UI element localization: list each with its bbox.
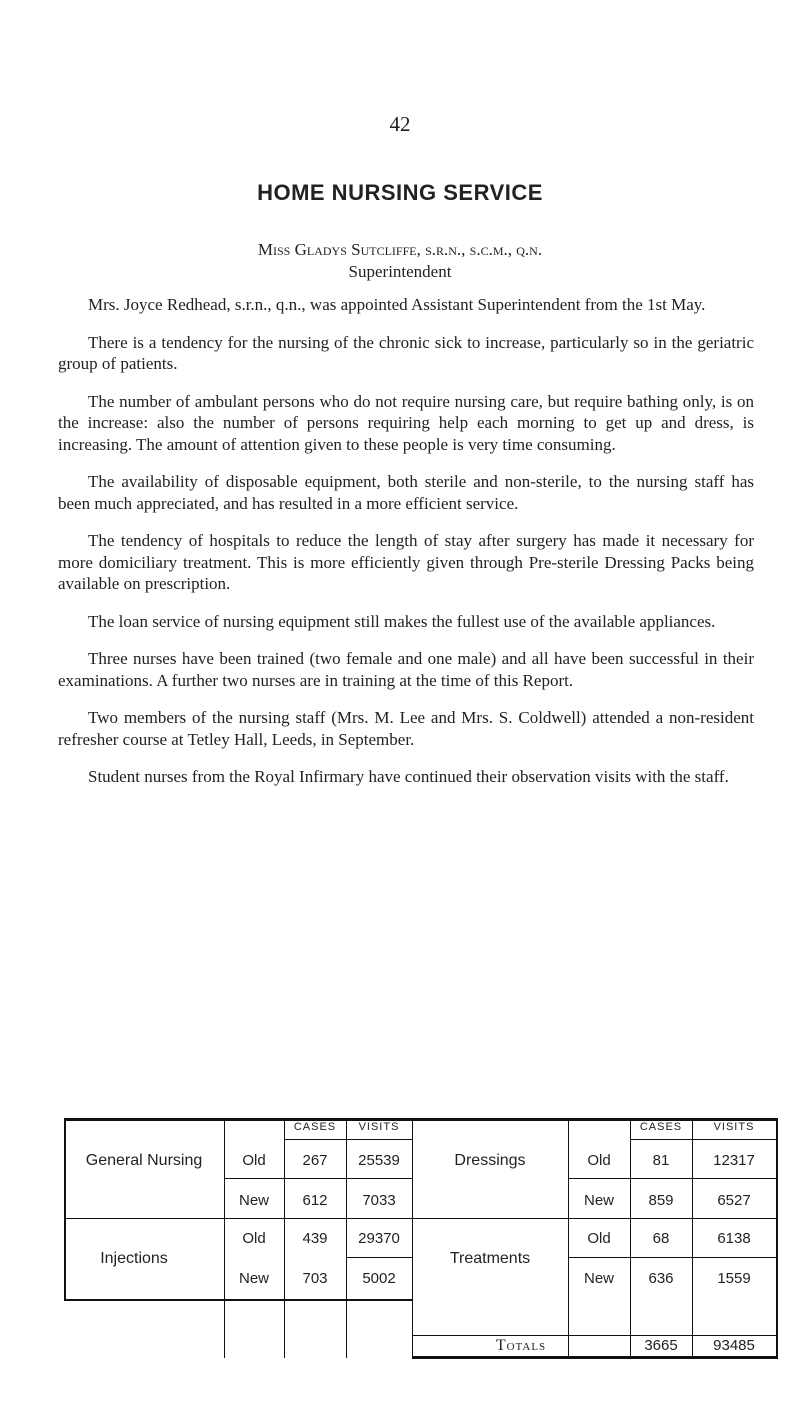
paragraph: Student nurses from the Royal Infirmary have continued their observation visits with the staff. (88, 767, 729, 786)
value-cases: 703 (302, 1270, 328, 1287)
subrow-label: Old (242, 1230, 266, 1247)
value-visits: 25539 (358, 1152, 400, 1169)
value-visits: 5002 (362, 1270, 396, 1287)
superintendent-name: Miss Gladys Sutcliffe, s.r.n., s.c.m., q.n. (257, 240, 543, 259)
row-rule (346, 1257, 412, 1258)
page-number: 42 (389, 112, 411, 136)
value-cases: 439 (302, 1230, 328, 1247)
value-cases: 81 (652, 1152, 670, 1169)
paragraph: The availability of disposable equipment, both sterile and non-sterile, to the nursing staff has been much appreciated, and has resulted in a more efficient service. (58, 472, 754, 513)
subrow-label: Old (587, 1152, 611, 1169)
header-rule (284, 1139, 412, 1140)
row-rule (64, 1218, 412, 1219)
subrow-label: New (583, 1270, 614, 1287)
paragraph: Three nurses have been trained (two female and one male) and all have been successful in their examinations. A further two nurses are in training at the time of this Report. (58, 649, 754, 690)
header-visits: VISITS (713, 1121, 755, 1133)
paragraph: Mrs. Joyce Redhead, s.r.n., q.n., was appointed Assistant Superintendent from the 1st May. (88, 295, 706, 314)
value-visits: 12317 (713, 1152, 755, 1169)
nursing-statistics-table (64, 1118, 778, 1358)
row-label-dressings: Dressings (454, 1152, 526, 1169)
paragraph: The number of ambulant persons who do not require nursing care, but require bathing only, is on the increase: also the number of persons requiring help each morning to get up and dress, is increasing. The amount of attention given to these people is very time consuming. (58, 391, 754, 454)
value-cases: 636 (648, 1270, 674, 1287)
totals-rule (412, 1335, 776, 1336)
report-body (58, 294, 754, 804)
header-cases: CASES (293, 1121, 337, 1133)
row-label-treatments: Treatments (449, 1250, 531, 1267)
table-right-rule (776, 1118, 778, 1359)
value-visits: 1559 (717, 1270, 751, 1287)
header-visits: VISITS (358, 1121, 400, 1133)
paragraph: Two members of the nursing staff (Mrs. M. Lee and Mrs. S. Coldwell) attended a non-resident refresher course at Tetley Hall, Leeds, in September. (58, 708, 754, 749)
value-visits: 6138 (717, 1230, 751, 1247)
value-cases: 612 (302, 1192, 328, 1209)
value-cases: 267 (302, 1152, 328, 1169)
value-visits: 29370 (358, 1230, 400, 1247)
row-rule (224, 1178, 412, 1179)
value-cases: 68 (652, 1230, 670, 1247)
value-visits: 7033 (362, 1192, 396, 1209)
row-rule (568, 1257, 776, 1258)
subrow-label: Old (242, 1152, 266, 1169)
subrow-label: Old (587, 1230, 611, 1247)
row-label-injections: Injections (100, 1250, 168, 1267)
value-visits: 6527 (717, 1192, 751, 1209)
header-rule (630, 1139, 776, 1140)
table-bottom-rule (412, 1356, 778, 1359)
paragraph: There is a tendency for the nursing of the chronic sick to increase, particularly so in the geriatric group of patients. (58, 332, 754, 373)
row-label-general-nursing: General Nursing (85, 1152, 203, 1169)
total-visits: 93485 (713, 1337, 755, 1354)
table-left-bottom-rule (64, 1299, 412, 1301)
page-title: HOME NURSING SERVICE (257, 180, 543, 205)
row-rule (412, 1218, 776, 1219)
subrow-label: New (238, 1270, 269, 1287)
paragraph: The loan service of nursing equipment still makes the fullest use of the available appliances. (88, 611, 716, 631)
subrow-label: New (583, 1192, 614, 1209)
superintendent-role: Superintendent (348, 262, 452, 281)
subrow-label: New (238, 1192, 269, 1209)
row-rule (568, 1178, 776, 1179)
value-cases: 859 (648, 1192, 674, 1209)
totals-label: Totals (495, 1337, 547, 1354)
table-left-rule (64, 1118, 66, 1300)
paragraph: The tendency of hospitals to reduce the length of stay after surgery has made it necessary for more domiciliary treatment. This is more efficiently given through Pre-sterile Dressing Packs being available on prescription. (58, 531, 754, 593)
header-cases: CASES (639, 1121, 683, 1133)
total-cases: 3665 (644, 1337, 678, 1354)
